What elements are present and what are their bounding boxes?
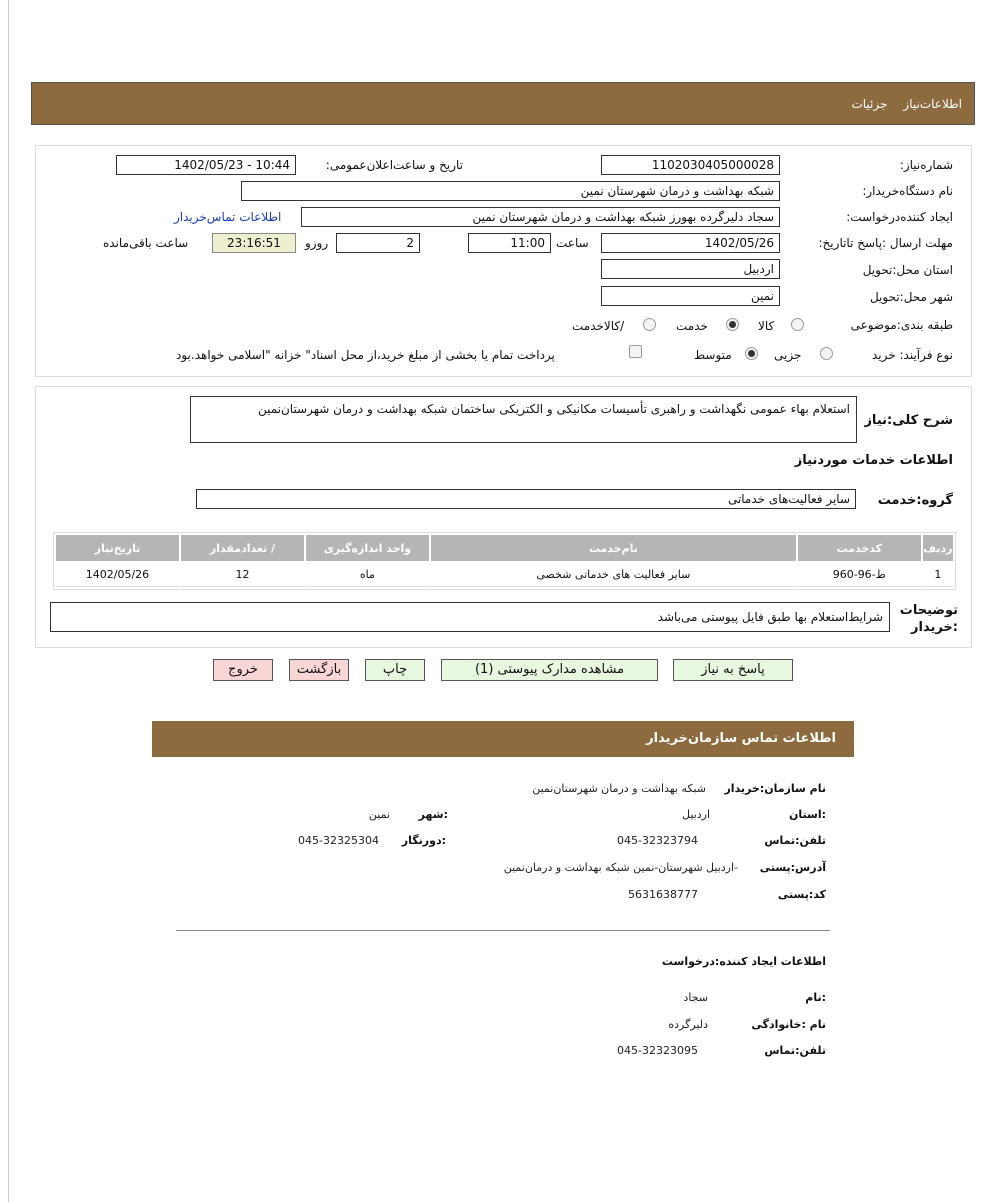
col-row: ردیف bbox=[923, 535, 953, 561]
name-label: :نام bbox=[805, 991, 826, 1004]
deadline-time-field: 11:00 bbox=[468, 233, 551, 253]
services-title: اطلاعات خدمات موردنیاز bbox=[794, 453, 953, 468]
city-label: شهر محل:تحویل bbox=[869, 290, 953, 304]
creator-info-title: اطلاعات ایجاد کننده:درخواست bbox=[661, 955, 826, 968]
category-goods-service-label: /کالاخدمت bbox=[572, 319, 625, 333]
family-label: نام :خانوادگی bbox=[751, 1018, 826, 1031]
creator-field: سجاد دلیرگرده بهورز شبکه بهداشت و درمان شهرستان نمین bbox=[301, 207, 780, 227]
province-field: اردبیل bbox=[601, 259, 780, 279]
deadline-date-field: 1402/05/26 bbox=[601, 233, 780, 253]
attachments-button[interactable]: مشاهده مدارک پیوستی (1) bbox=[441, 659, 658, 681]
col-need-date: تاریخ‌نیاز bbox=[56, 535, 179, 561]
days-label: روزو bbox=[305, 236, 329, 250]
buyer-org-label: نام دستگاه‌خریدار: bbox=[862, 184, 953, 198]
address-label: آدرس:پستی bbox=[759, 861, 826, 874]
col-service-code: کدخدمت bbox=[798, 535, 921, 561]
col-unit: واحد اندازه‌گیری bbox=[306, 535, 429, 561]
category-service-label: خدمت bbox=[676, 319, 708, 333]
cell-service-code: ط-96-960 bbox=[798, 563, 921, 587]
services-table bbox=[53, 532, 956, 590]
process-partial-radio[interactable] bbox=[820, 347, 833, 360]
category-label: طبقه بندی:موضوعی bbox=[850, 318, 953, 332]
cell-need-date: 1402/05/26 bbox=[56, 563, 179, 587]
fax-value: 045-32325304 bbox=[298, 834, 379, 847]
col-service-name: نام‌خدمت bbox=[431, 535, 796, 561]
table-row bbox=[56, 563, 953, 587]
back-button[interactable]: بازگشت bbox=[289, 659, 349, 681]
city-field: نمین bbox=[601, 286, 780, 306]
reply-button[interactable]: پاسخ به نیاز bbox=[673, 659, 793, 681]
tab-need-info[interactable]: اطلاعات‌نیاز bbox=[903, 97, 962, 111]
creator-phone-label: تلفن:تماس bbox=[764, 1044, 826, 1057]
section-divider bbox=[176, 930, 830, 931]
city-contact-value: نمین bbox=[368, 808, 390, 821]
phone-value: 045-32323794 bbox=[617, 834, 698, 847]
page-left-border bbox=[8, 0, 9, 1202]
contact-title: اطلاعات تماس سازمان‌خریدار bbox=[646, 731, 836, 746]
tab-details[interactable]: جزئیات bbox=[851, 97, 888, 111]
group-field: سایر فعالیت‌های خدماتی bbox=[196, 489, 856, 509]
payment-checkbox[interactable] bbox=[629, 345, 642, 358]
buyer-notes-text: شرایط‌استعلام بها طبق فایل پیوستی می‌باشد bbox=[50, 602, 890, 632]
province-contact-label: :استان bbox=[789, 808, 826, 821]
cell-quantity: 12 bbox=[181, 563, 304, 587]
fax-label: :دورنگار bbox=[401, 834, 446, 847]
payment-note: پرداخت تمام یا بخشی از مبلغ خرید،از محل اسناد" خزانه "اسلامی خواهد.بود bbox=[176, 348, 555, 362]
process-medium-label: متوسط bbox=[694, 348, 732, 362]
announce-field: 1402/05/23 - 10:44 bbox=[116, 155, 296, 175]
cell-row: 1 bbox=[923, 563, 953, 587]
name-value: سجاد bbox=[683, 991, 708, 1004]
process-medium-radio[interactable] bbox=[745, 347, 758, 360]
cell-unit: ماه bbox=[306, 563, 429, 587]
col-quantity: / تعدادمقدار bbox=[181, 535, 304, 561]
process-partial-label: جزیی bbox=[774, 348, 802, 362]
category-service-radio[interactable] bbox=[726, 318, 739, 331]
creator-label: ایجاد کننده‌درخواست: bbox=[846, 210, 953, 224]
address-value: -اردبیل شهرستان-نمین شبکه بهداشت و درمان‌نمین bbox=[503, 861, 738, 874]
remaining-label: ساعت باقی‌مانده bbox=[103, 236, 189, 250]
city-contact-label: :شهر bbox=[418, 808, 448, 821]
org-label: نام سازمان:خریدار bbox=[724, 782, 826, 795]
org-value: شبکه بهداشت و درمان شهرستان‌نمین bbox=[532, 782, 706, 795]
time-label: ساعت bbox=[556, 236, 589, 250]
phone-label: تلفن:تماس bbox=[764, 834, 826, 847]
category-goods-service-radio[interactable] bbox=[643, 318, 656, 331]
family-value: دلیرگرده bbox=[668, 1018, 708, 1031]
announce-label: تاریخ و ساعت‌اعلان‌عمومی: bbox=[325, 158, 463, 172]
province-contact-value: اردبیل bbox=[682, 808, 710, 821]
need-number-label: شماره‌نیاز: bbox=[899, 158, 953, 172]
cell-service-name: سایر فعالیت های خدماتی شخصی bbox=[431, 563, 796, 587]
need-info-panel bbox=[35, 145, 972, 377]
category-goods-label: کالا bbox=[758, 319, 775, 333]
postal-label: کد:پستی bbox=[777, 888, 826, 901]
need-number-field: 1102030405000028 bbox=[601, 155, 780, 175]
details-header-bar bbox=[31, 82, 975, 125]
buyer-org-field: شبکه بهداشت و درمان شهرستان نمین bbox=[241, 181, 780, 201]
deadline-label: مهلت ارسال :پاسخ تا‌تاریخ: bbox=[818, 236, 953, 250]
summary-text: استعلام بهاء عمومی نگهداشت و راهبری تأسیسات مکانیکی و الکتریکی ساختمان شبکه بهداشت و درمان شهرستان‌نمین bbox=[190, 396, 857, 443]
postal-value: 5631638777 bbox=[628, 888, 698, 901]
category-goods-radio[interactable] bbox=[791, 318, 804, 331]
contact-header-bar bbox=[152, 721, 854, 757]
summary-label: شرح کلی:نیاز bbox=[864, 413, 953, 428]
days-field: 2 bbox=[336, 233, 420, 253]
table-header-row bbox=[56, 535, 953, 561]
exit-button[interactable]: خروج bbox=[213, 659, 273, 681]
remaining-timer: 23:16:51 bbox=[212, 233, 296, 253]
buyer-contact-link[interactable]: اطلاعات تماس‌خریدار bbox=[174, 210, 282, 224]
print-button[interactable]: چاپ bbox=[365, 659, 425, 681]
process-label: نوع فرآیند: خرید bbox=[872, 348, 953, 362]
province-label: استان محل:تحویل bbox=[862, 263, 953, 277]
creator-phone-value: 045-32323095 bbox=[617, 1044, 698, 1057]
group-label: گروه:خدمت bbox=[877, 493, 953, 508]
buyer-notes-label: توضیحات :خریدار bbox=[899, 603, 958, 635]
